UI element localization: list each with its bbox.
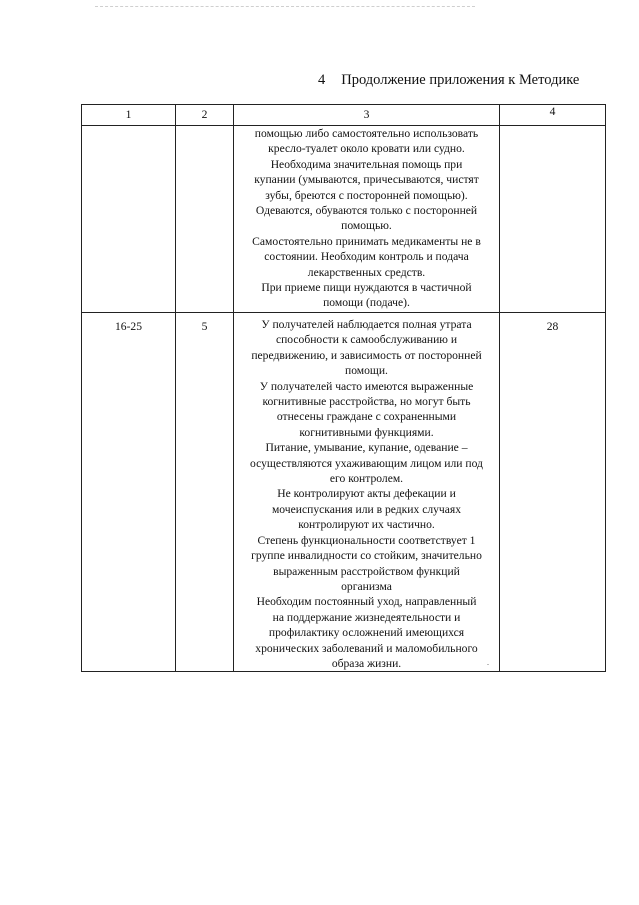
value-cell bbox=[500, 126, 606, 313]
page-header bbox=[318, 72, 579, 89]
description-line: на поддержание жизнедеятельности и bbox=[272, 610, 461, 624]
group-cell: 5 bbox=[176, 313, 234, 672]
description-line: способности к самообслуживанию и bbox=[275, 333, 458, 347]
description-line: хронических заболеваний и маломобильного bbox=[255, 641, 478, 655]
description-line: отнесены граждане с сохраненными bbox=[276, 410, 457, 424]
column-header-1: 1 bbox=[82, 105, 176, 126]
description-line: помощью либо самостоятельно использовать bbox=[254, 127, 479, 140]
description-line: При приеме пищи нуждаются в частичной bbox=[261, 281, 472, 295]
description-line: состоянии. Необходим контроль и подача bbox=[264, 250, 469, 264]
column-header-4: 4 bbox=[500, 105, 606, 126]
description-line: мочеиспускания или в редких случаях bbox=[271, 502, 462, 516]
value-cell: 28 bbox=[500, 313, 606, 672]
description-line: когнитивными функциями. bbox=[299, 425, 434, 439]
description-line: кресло-туалет около кровати или судно. bbox=[268, 142, 465, 156]
description-line: Одеваются, обуваются только с посторонней bbox=[255, 204, 478, 218]
score-range-cell: 16-25 bbox=[82, 313, 176, 672]
description-line: организма bbox=[341, 579, 392, 593]
description-line: Питание, умывание, купание, одевание – bbox=[265, 441, 468, 455]
table-header-row bbox=[82, 105, 606, 126]
description-line: Самостоятельно принимать медикаменты не в bbox=[252, 234, 481, 248]
description-line: выраженным расстройством функций bbox=[273, 564, 460, 578]
page-title: Продолжение приложения к Методике bbox=[341, 72, 580, 88]
description-line: Степень функциональности соответствует 1 bbox=[257, 533, 476, 547]
description-line: У получателей наблюдается полная утрата bbox=[261, 318, 472, 331]
table-row bbox=[82, 313, 606, 672]
description-line: Не контролируют акты дефекации и bbox=[277, 487, 456, 501]
description-line: помощью. bbox=[341, 219, 392, 233]
score-range-cell bbox=[82, 126, 176, 313]
description-line: осуществляются ухаживающим лицом или под bbox=[250, 456, 483, 470]
description-line: его контролем. bbox=[329, 472, 404, 486]
description-line: контролируют их частично. bbox=[298, 518, 435, 532]
description-line: образа жизни. bbox=[331, 656, 402, 670]
description-line: зубы, бреются с посторонней помощью). bbox=[265, 188, 468, 202]
description-line: помощи (подаче). bbox=[323, 296, 410, 310]
column-header-3: 3 bbox=[234, 105, 500, 126]
table-row bbox=[82, 126, 606, 313]
description-line: У получателей часто имеются выраженные bbox=[259, 379, 474, 393]
scan-artifact bbox=[487, 664, 489, 665]
description-line: помощи. bbox=[345, 364, 388, 378]
assessment-table bbox=[81, 104, 606, 672]
column-header-2: 2 bbox=[176, 105, 234, 126]
description-cell bbox=[234, 313, 500, 672]
description-cell bbox=[234, 126, 500, 313]
scan-artifact bbox=[95, 6, 475, 9]
page-number: 4 bbox=[318, 72, 326, 88]
group-cell bbox=[176, 126, 234, 313]
description-line: Необходим постоянный уход, направленный bbox=[256, 595, 477, 609]
description-line: профилактику осложнений имеющихся bbox=[268, 626, 465, 640]
description-line: передвижению, и зависимость от посторонней bbox=[251, 348, 482, 362]
description-line: когнитивные расстройства, но могут быть bbox=[262, 395, 471, 409]
description-line: Необходима значительная помощь при bbox=[270, 157, 463, 171]
description-line: купании (умываются, причесываются, чистят bbox=[254, 173, 479, 187]
description-line: лекарственных средств. bbox=[307, 265, 426, 279]
description-line: группе инвалидности со стойким, значительно bbox=[251, 549, 482, 563]
